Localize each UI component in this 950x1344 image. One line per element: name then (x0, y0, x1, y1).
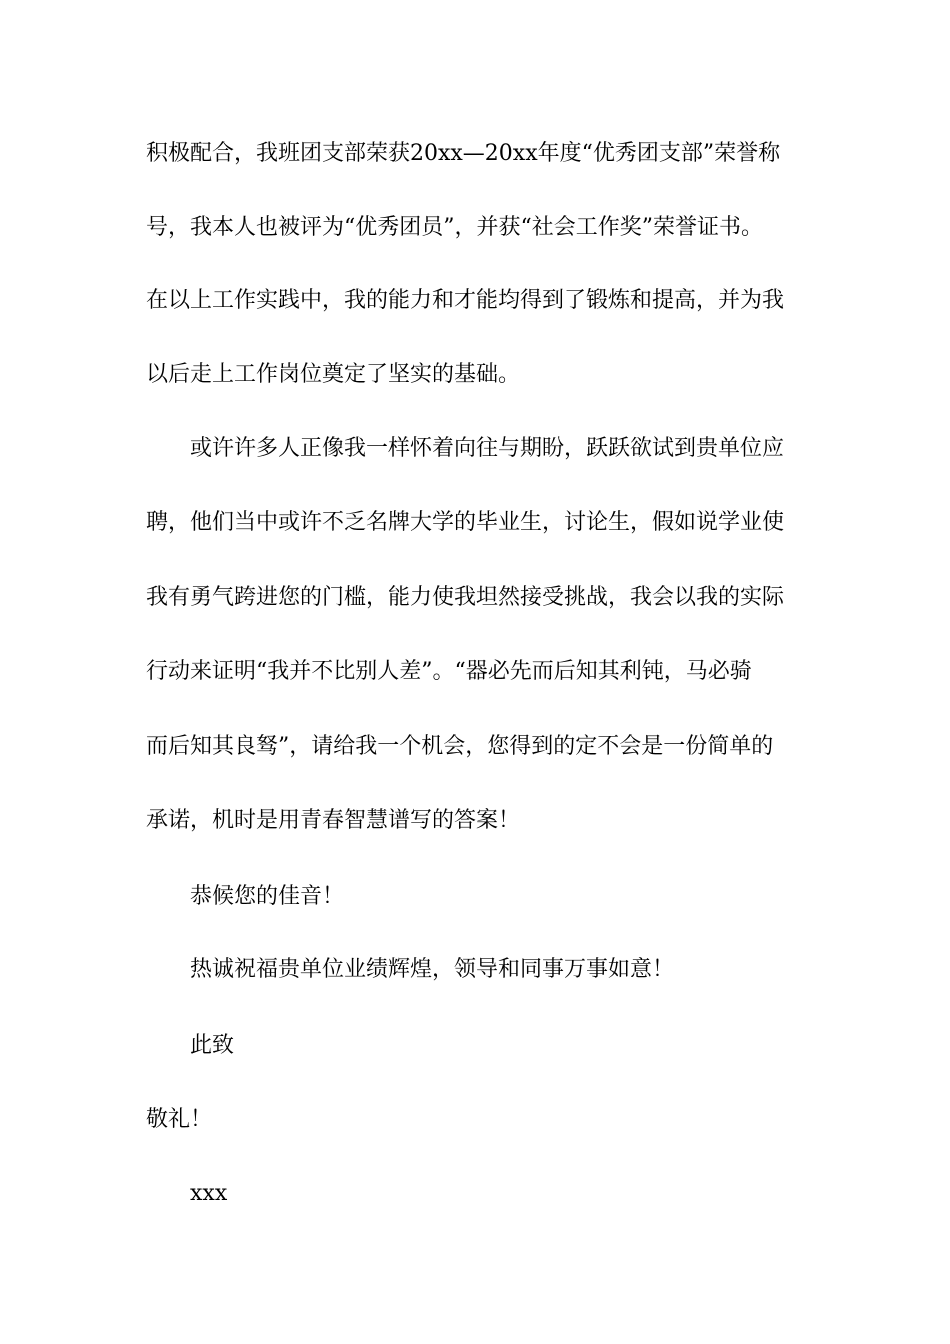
salutation-line: 此致 (190, 1033, 235, 1058)
paragraph-line: 号，我本人也被评为“优秀团员”，并获“社会工作奖”荣誉证书。 (146, 215, 763, 240)
paragraph-line: 承诺，机时是用青春智慧谱写的答案！ (146, 808, 521, 833)
paragraph-line: 以后走上工作岗位奠定了坚实的基础。 (146, 362, 521, 387)
closing-line: 恭候您的佳音！ (190, 884, 345, 909)
paragraph-line: 行动来证明“我并不比别人差”。“器必先而后知其利钝，马必骑 (146, 659, 752, 684)
paragraph-line: 在以上工作实践中，我的能力和才能均得到了锻炼和提高，并为我 (146, 288, 785, 313)
paragraph-line: 或许许多人正像我一样怀着向往与期盼，跃跃欲试到贵单位应 (190, 436, 785, 461)
paragraph-line: 我有勇气跨进您的门槛，能力使我坦然接受挑战，我会以我的实际 (146, 585, 785, 610)
paragraph-line: 而后知其良驽”，请给我一个机会，您得到的定不会是一份简单的 (146, 734, 774, 759)
salutation-line: 敬礼！ (146, 1107, 213, 1132)
paragraph-line: 积极配合，我班团支部荣获20xx—20xx年度“优秀团支部”荣誉称 (146, 141, 781, 166)
paragraph-line: 聘，他们当中或许不乏名牌大学的毕业生，讨论生，假如说学业使 (146, 510, 785, 535)
closing-line: 热诚祝福贵单位业绩辉煌，领导和同事万事如意！ (190, 957, 675, 982)
signature-line: xxx (190, 1181, 228, 1206)
